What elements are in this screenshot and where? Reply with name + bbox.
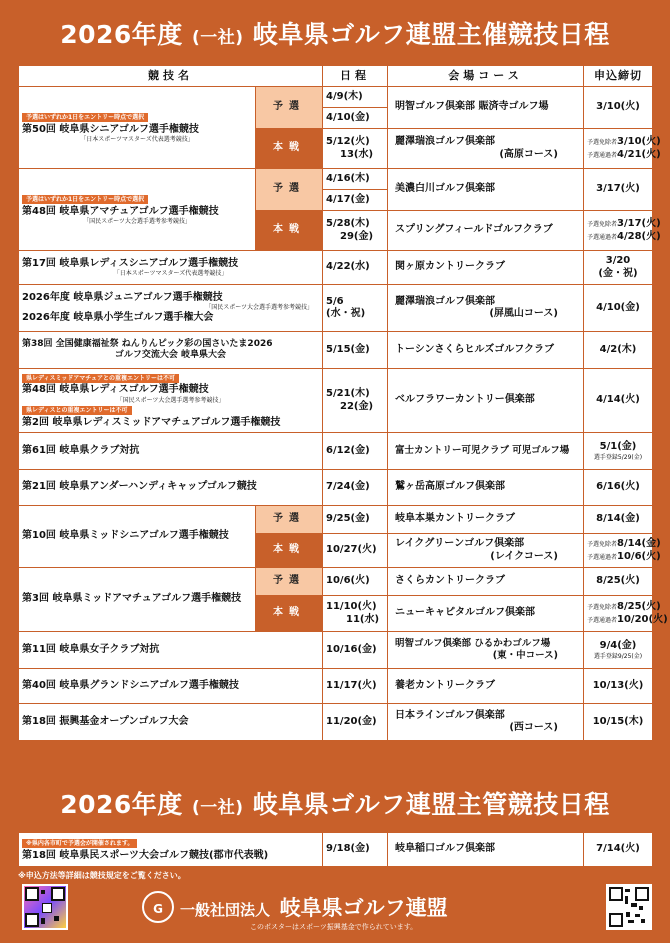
header-name: 競技名	[19, 66, 323, 87]
event-name-senior	[19, 87, 256, 169]
deadline-line	[587, 601, 661, 614]
title-main: 岐阜県ゴルフ連盟主催競技日程	[252, 20, 610, 49]
qr-module	[625, 889, 630, 892]
event-date: 4/16(木)	[323, 169, 388, 190]
deadline-value: 5/1(金)	[599, 441, 637, 452]
event-venue-line: (屏風山コース)	[489, 308, 558, 319]
event-venue-line: (レイクコース)	[490, 550, 558, 562]
event-date-line: 5/12(火)	[326, 136, 370, 147]
qr-module	[639, 906, 643, 910]
event-date: 11/17(火)	[323, 669, 388, 704]
stage-pre-label: 予選	[256, 87, 323, 129]
qr-finder	[609, 887, 623, 901]
event-name-ladies	[19, 369, 323, 433]
event-venue-line: (東・中コース)	[492, 650, 558, 661]
deadline-value: 4/28(火)	[617, 230, 661, 242]
deadline-line	[587, 613, 668, 627]
event-venue	[388, 632, 584, 669]
event-date-line: 5/6	[326, 295, 344, 307]
event-venue	[388, 704, 584, 741]
event-venue: 岐阜本巣カントリークラブ	[388, 506, 584, 534]
qr-finder	[25, 913, 39, 927]
event-venue: 岐阜稲口ゴルフ倶楽部	[388, 833, 584, 867]
deadline-line	[587, 136, 661, 149]
event-date-line: 5/21(木)	[326, 388, 370, 399]
event-venue	[388, 285, 584, 332]
event-deadline	[584, 129, 661, 169]
event-deadline	[584, 534, 661, 568]
event-name-amateur	[19, 169, 256, 251]
table-row	[19, 169, 653, 190]
deadline-label: 予選免除者	[587, 604, 618, 611]
event-venue: スプリングフィールドゴルフクラブ	[388, 211, 584, 251]
event-title: 第18回 岐阜県民スポーツ大会ゴルフ競技(郡市代表戦)	[22, 849, 269, 861]
event-name-club: 第61回 岐阜県クラブ対抗	[19, 433, 323, 470]
event-name-nenrin	[19, 332, 323, 369]
event-deadline: 10/13(火)	[584, 669, 653, 704]
event-title: 第38回 全国健康福祉祭 ねんりんピック彩の国さいたま2026	[22, 338, 273, 349]
event-date: 4/17(金)	[323, 190, 388, 211]
event-date: 10/27(火)	[323, 534, 388, 568]
title-year: 2026年度	[60, 20, 183, 49]
table-row	[19, 433, 653, 470]
event-venue: 富士カントリー可児クラブ 可児ゴルフ場	[388, 433, 584, 470]
event-note-tag: ※県内各市町で予選会が開催されます。	[22, 839, 137, 848]
deadline-value: 10/6(火)	[617, 550, 661, 562]
event-date: 5/15(金)	[323, 332, 388, 369]
managed-schedule-title	[0, 790, 670, 823]
event-date: 4/9(木)	[323, 87, 388, 108]
stage-main-label: 本戦	[256, 129, 323, 169]
deadline-value: 8/14(金)	[617, 538, 661, 549]
deadline-label: 予選通過者	[587, 151, 618, 159]
qr-finder	[635, 887, 649, 901]
deadline-value: 3/20	[605, 255, 631, 266]
event-venue: トーシンさくらヒルズゴルフクラブ	[388, 332, 584, 369]
title-org-tag: (一社)	[192, 798, 244, 818]
table-row	[19, 251, 653, 285]
event-deadline: 4/2(木)	[584, 332, 653, 369]
event-date-line: (水・祝)	[326, 308, 366, 319]
event-date: 7/24(金)	[323, 470, 388, 506]
event-note-tag: 県レディスとの重複エントリーは不可	[22, 406, 132, 415]
event-venue-line: 麗澤瑞浪ゴルフ倶楽部	[395, 295, 495, 307]
event-deadline	[584, 433, 653, 470]
event-date: 4/22(水)	[323, 251, 388, 285]
event-note-tag: 県レディスミッドアマチュアとの重複エントリーは不可	[22, 374, 179, 383]
event-venue	[388, 534, 584, 568]
table-row	[19, 470, 653, 506]
event-deadline: 4/10(金)	[584, 285, 653, 332]
deadline-label: 予選免除者	[587, 139, 618, 146]
event-name-open: 第18回 振興基金オープンゴルフ大会	[19, 704, 323, 741]
event-date	[323, 211, 388, 251]
deadline-line	[587, 550, 661, 564]
instagram-qr-code-icon[interactable]	[22, 884, 68, 930]
event-venue: 養老カントリークラブ	[388, 669, 584, 704]
event-name-womens-club: 第11回 岐阜県女子クラブ対抗	[19, 632, 323, 669]
qr-module	[42, 903, 52, 913]
event-venue	[388, 129, 584, 169]
table-row	[19, 568, 653, 596]
table-header-row	[19, 66, 653, 87]
header-date: 日程	[323, 66, 388, 87]
event-date: 10/6(火)	[323, 568, 388, 596]
event-date: 11/20(金)	[323, 704, 388, 741]
host-schedule-title	[0, 20, 670, 53]
event-venue: ニューキャピタルゴルフ倶楽部	[388, 596, 584, 632]
deadline-line	[587, 148, 661, 162]
event-title: 第50回 岐阜県シニアゴルフ選手権競技	[22, 123, 199, 135]
event-venue: さくらカントリークラブ	[388, 568, 584, 596]
deadline-note: 選手登録5/29(金)	[593, 453, 643, 461]
event-subtitle: 「日本スポーツマスターズ代表選考競技」	[113, 270, 228, 277]
event-title: ゴルフ交流大会 岐阜県大会	[114, 350, 227, 360]
event-date-line: 22(金)	[340, 400, 374, 412]
event-title: 2026年度 岐阜県ジュニアゴルフ選手権競技	[22, 291, 223, 303]
event-subtitle: 「国民スポーツ大会選手選考参考競技」	[205, 304, 313, 312]
deadline-value: (金・祝)	[598, 267, 638, 279]
event-date-line: 11(水)	[346, 613, 380, 625]
header-deadline: 申込締切	[584, 66, 653, 87]
event-name-ladies-senior	[19, 251, 323, 285]
event-name-under-hc: 第21回 岐阜県アンダーハンディキャップゴルフ競技	[19, 470, 323, 506]
title-org-tag: (一社)	[192, 28, 244, 48]
header-venue: 会場コース	[388, 66, 584, 87]
event-date: 10/16(金)	[323, 632, 388, 669]
qr-module	[625, 896, 628, 904]
event-venue: 美濃白川ゴルフ倶楽部	[388, 169, 584, 211]
title-main: 岐阜県ゴルフ連盟主管競技日程	[252, 790, 610, 819]
stage-main-label: 本戦	[256, 211, 323, 251]
event-date: 9/25(金)	[323, 506, 388, 534]
event-date: 6/12(金)	[323, 433, 388, 470]
event-date-line: 11/10(火)	[326, 601, 377, 612]
event-date: 9/18(金)	[323, 833, 388, 867]
qr-module	[631, 903, 637, 907]
table-row	[19, 332, 653, 369]
stage-pre-label: 予選	[256, 169, 323, 211]
deadline-line	[587, 230, 661, 244]
event-deadline: 7/14(火)	[584, 833, 653, 867]
stage-pre-label: 予選	[256, 568, 323, 596]
deadline-label: 予選通過者	[587, 553, 618, 561]
title-year: 2026年度	[60, 790, 183, 819]
event-date	[323, 285, 388, 332]
event-name-prefectural	[19, 833, 323, 867]
event-deadline	[584, 251, 653, 285]
deadline-value: 9/4(金)	[599, 640, 637, 651]
table-row	[19, 506, 653, 534]
event-deadline: 6/16(火)	[584, 470, 653, 506]
event-date-line: 13(水)	[340, 148, 374, 160]
footer-org-name	[180, 892, 448, 922]
event-deadline: 4/14(火)	[584, 369, 653, 433]
event-note-tag: 予選はいずれか1日をエントリー時点で選択	[22, 113, 148, 122]
event-venue: ベルフラワーカントリー倶楽部	[388, 369, 584, 433]
event-date	[323, 129, 388, 169]
event-venue-line: 日本ラインゴルフ倶楽部	[395, 709, 505, 721]
event-title: 第48回 岐阜県アマチュアゴルフ選手権競技	[22, 205, 219, 217]
event-subtitle: 「日本スポーツマスターズ代表選考競技」	[80, 136, 194, 144]
deadline-value: 8/25(火)	[617, 601, 661, 612]
event-deadline: 8/25(火)	[584, 568, 653, 596]
deadline-label: 予選通過者	[587, 616, 618, 624]
event-title: 第2回 岐阜県レディスミッドアマチュアゴルフ選手権競技	[22, 416, 281, 428]
deadline-value: 3/17(火)	[617, 218, 661, 229]
event-deadline: 3/17(火)	[584, 169, 653, 211]
qr-module	[54, 916, 59, 921]
event-deadline: 10/15(木)	[584, 704, 653, 741]
managed-schedule-table	[18, 832, 653, 867]
event-deadline: 3/10(火)	[584, 87, 653, 129]
event-title: 第17回 岐阜県レディスシニアゴルフ選手権競技	[22, 257, 239, 269]
event-venue: 明智ゴルフ倶楽部 賑済寺ゴルフ場	[388, 87, 584, 129]
org-name: 岐阜県ゴルフ連盟	[279, 896, 448, 920]
event-date: 4/10(金)	[323, 108, 388, 129]
event-venue-line: (西コース)	[509, 722, 558, 733]
table-row	[19, 369, 653, 433]
table-row	[19, 669, 653, 704]
footer-credit: このポスターはスポーツ振興基金で作られています。	[250, 923, 418, 931]
qr-finder	[25, 887, 39, 901]
deadline-note: 選手登録9/25(金)	[593, 652, 643, 660]
deadline-label: 予選免除者	[587, 221, 618, 228]
qr-module	[635, 914, 640, 917]
host-schedule-table	[18, 65, 668, 741]
deadline-label: 予選通過者	[587, 233, 618, 241]
event-venue-line: (高原コース)	[499, 148, 558, 160]
stage-main-label: 本戦	[256, 596, 323, 632]
event-deadline	[584, 632, 653, 669]
org-prefix: 一般社団法人	[180, 901, 271, 919]
event-date	[323, 596, 388, 632]
event-name-mid-amateur: 第3回 岐阜県ミッドアマチュアゴルフ選手権競技	[19, 568, 256, 632]
event-deadline: 8/14(金)	[584, 506, 653, 534]
event-venue: 関ヶ原カントリークラブ	[388, 251, 584, 285]
event-venue-line: レイクグリーンゴルフ倶楽部	[395, 538, 525, 549]
deadline-line	[587, 218, 661, 231]
event-date-line: 5/28(木)	[326, 218, 370, 229]
website-qr-code-icon[interactable]	[606, 884, 652, 930]
qr-module	[626, 912, 630, 917]
event-date-line: 29(金)	[340, 230, 374, 242]
event-name-mid-senior: 第10回 岐阜県ミッドシニアゴルフ選手権競技	[19, 506, 256, 568]
event-subtitle: 「国民スポーツ大会選手選考参考競技」	[116, 396, 225, 404]
event-name-junior	[19, 285, 323, 332]
stage-main-label: 本戦	[256, 534, 323, 568]
deadline-line	[587, 538, 661, 551]
event-venue-line: 明智ゴルフ倶楽部 ひるかわゴルフ場	[395, 638, 551, 650]
qr-module	[641, 919, 645, 923]
event-deadline	[584, 211, 661, 251]
deadline-value: 10/20(火)	[617, 613, 668, 625]
event-subtitle: 「国民スポーツ大会選手選考参考競技」	[83, 218, 191, 226]
event-note-tag: 予選はいずれか1日をエントリー時点で選択	[22, 195, 148, 204]
federation-logo-icon: G	[142, 891, 174, 923]
table-row	[19, 704, 653, 741]
event-title: 2026年度 岐阜県小学生ゴルフ選手権大会	[22, 311, 214, 323]
event-deadline	[584, 596, 668, 632]
event-venue-line: 麗澤瑞浪ゴルフ倶楽部	[395, 136, 495, 147]
qr-finder	[51, 887, 65, 901]
qr-finder	[609, 913, 623, 927]
qr-module	[41, 918, 45, 924]
event-date	[323, 369, 388, 433]
table-row	[19, 833, 653, 867]
stage-pre-label: 予選	[256, 506, 323, 534]
qr-module	[628, 920, 634, 923]
event-name-grand-senior: 第40回 岐阜県グランドシニアゴルフ選手権競技	[19, 669, 323, 704]
qr-module	[41, 890, 45, 894]
event-venue: 鷲ヶ岳高原ゴルフ倶楽部	[388, 470, 584, 506]
deadline-value: 3/10(火)	[617, 136, 661, 147]
table-row	[19, 285, 653, 332]
deadline-value: 4/21(火)	[617, 148, 661, 160]
table-row	[19, 87, 653, 108]
table-row	[19, 632, 653, 669]
deadline-label: 予選免除者	[587, 541, 618, 548]
footer-note: ※申込方法等詳細は競技規定をご覧ください。	[18, 871, 186, 880]
event-title: 第48回 岐阜県レディスゴルフ選手権競技	[22, 384, 209, 396]
